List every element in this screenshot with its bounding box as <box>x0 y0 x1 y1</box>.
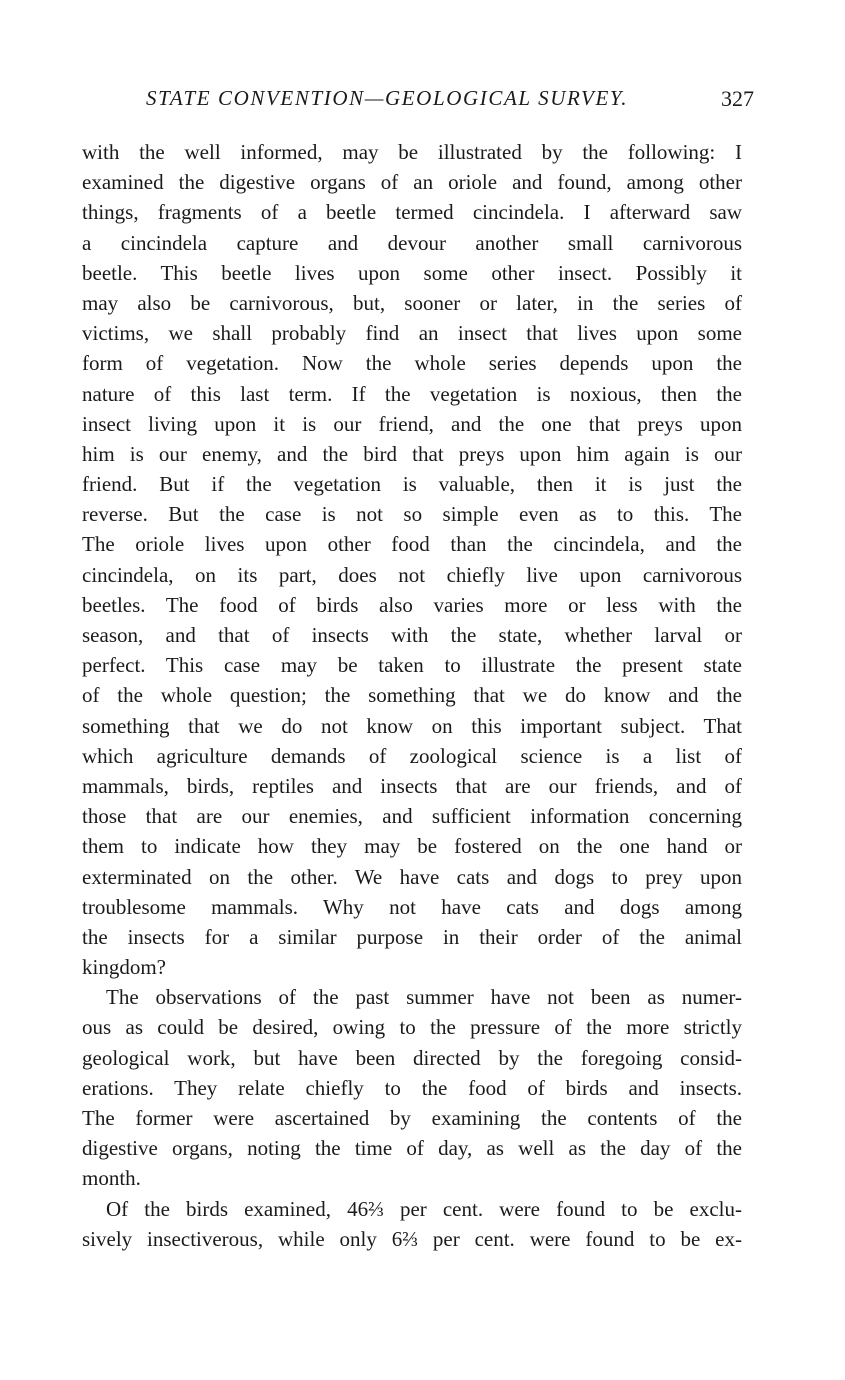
text-line: things, fragments of a beetle termed cincindela. I afterward saw <box>82 200 742 225</box>
running-head <box>82 86 754 122</box>
text-line: kingdom? <box>82 955 166 980</box>
text-line: digestive organs, noting the time of day, as well as the day of the <box>82 1136 742 1161</box>
text-line: geological work, but have been directed by the foregoing consid- <box>82 1045 742 1070</box>
text-line: reverse. But the case is not so simple even as to this. The <box>82 502 742 527</box>
text-line: cincindela, on its part, does not chiefly live upon carnivorous <box>82 562 742 587</box>
text-line: perfect. This case may be taken to illustrate the present state <box>82 653 742 678</box>
running-title: STATE CONVENTION—GEOLOGICAL SURVEY. <box>146 86 629 110</box>
text-line: of the whole question; the something that we do know and the <box>82 683 742 708</box>
text-line: beetles. The food of birds also varies more or less with the <box>82 592 742 617</box>
text-line: The observations of the past summer have not been as numer- <box>106 985 742 1010</box>
text-line: the insects for a similar purpose in their order of the animal <box>82 924 742 949</box>
text-line: those that are our enemies, and sufficient information concerning <box>82 804 742 829</box>
text-line: them to indicate how they may be fostered on the one hand or <box>82 834 742 859</box>
text-line: with the well informed, may be illustrated by the following: I <box>82 140 742 164</box>
text-line: friend. But if the vegetation is valuable, then it is just the <box>82 472 742 497</box>
text-line: sively insectiverous, while only 6⅔ per cent. were found to be ex- <box>82 1226 742 1251</box>
text-line: examined the digestive organs of an oriole and found, among other <box>82 170 742 195</box>
text-line: which agriculture demands of zoological science is a list of <box>82 743 742 768</box>
text-line: may also be carnivorous, but, sooner or later, in the series of <box>82 290 742 315</box>
text-line: The former were ascertained by examining the contents of the <box>82 1106 742 1130</box>
text-line: form of vegetation. Now the whole series depends upon the <box>82 351 742 376</box>
text-line: insect living upon it is our friend, and the one that preys upon <box>82 411 742 436</box>
text-line: beetle. This beetle lives upon some other insect. Possibly it <box>82 260 742 285</box>
text-line: exterminated on the other. We have cats and dogs to prey upon <box>82 864 742 889</box>
text-line: nature of this last term. If the vegetation is noxious, then the <box>82 381 742 406</box>
page-number: 327 <box>721 86 754 111</box>
text-line: The oriole lives upon other food than the cincindela, and the <box>82 532 742 557</box>
text-line: victims, we shall probably find an insect that lives upon some <box>82 321 742 346</box>
text-line: troublesome mammals. Why not have cats and dogs among <box>82 894 742 919</box>
text-line: him is our enemy, and the bird that preys upon him again is our <box>82 441 742 466</box>
text-line: season, and that of insects with the state, whether larval or <box>82 623 742 647</box>
body-text <box>82 137 742 1254</box>
text-line: mammals, birds, reptiles and insects that are our friends, and of <box>82 773 742 798</box>
text-line: erations. They relate chiefly to the food of birds and insects. <box>82 1075 742 1100</box>
text-line: something that we do not know on this important subject. That <box>82 713 742 738</box>
text-line: a cincindela capture and devour another small carnivorous <box>82 230 742 255</box>
text-line: month. <box>82 1166 141 1191</box>
text-line: Of the birds examined, 46⅔ per cent. were found to be exclu- <box>106 1196 742 1221</box>
text-line: ous as could be desired, owing to the pressure of the more strictly <box>82 1015 742 1040</box>
